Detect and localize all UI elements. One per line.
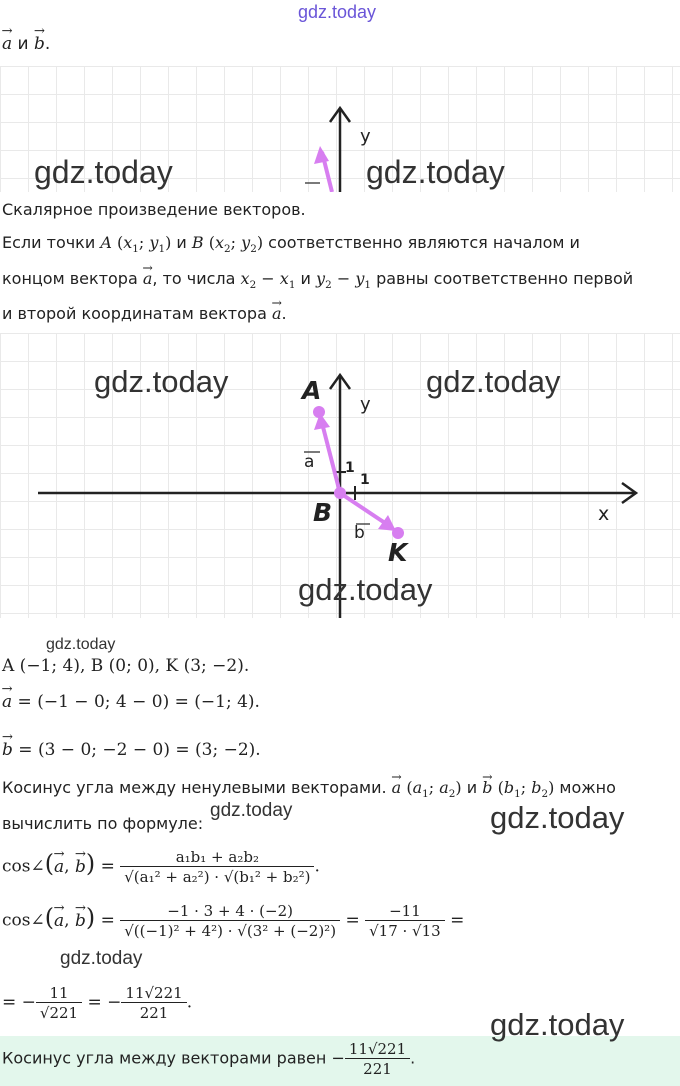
label-vector-b: b (354, 523, 365, 543)
vector-b-arrow (340, 493, 388, 525)
watermark: gdz.today (490, 1007, 625, 1042)
watermark: gdz.today (46, 636, 116, 653)
watermark: gdz.today (490, 800, 625, 835)
watermark: gdz.today (426, 364, 561, 399)
intro-title: Скалярное произведение векторов. (2, 200, 306, 219)
watermark: gdz.today (298, 2, 377, 22)
vector-a-arrowhead (314, 146, 329, 164)
vector-b-calc: → b = (3 − 0; −2 − 0) = (3; −2). (2, 740, 261, 760)
watermark: gdz.today (34, 154, 173, 190)
formula-calculation: cos∠(→ a, → b) = $\frac{-1 \cdot 3 + 4 \cdot (-2)}{\text{√((−1)² + 4²) · √(3² + (−2)²)}}$ = $\frac{-11}{√17 \cdot √13}$ = (2, 902, 464, 940)
label-point-B: B (313, 498, 333, 527)
vector-a-arrow (322, 423, 340, 493)
watermark: gdz.today (298, 572, 433, 607)
header-conjunction: и (17, 34, 29, 54)
point-A-dot (313, 406, 325, 418)
points-line: A (−1; 4), B (0; 0), K (3; −2). (2, 656, 250, 676)
point-B-dot (334, 487, 346, 499)
tick-label-x: 1 (360, 472, 370, 488)
header-vectors: → a и → b. (2, 34, 50, 54)
formula-intro: вычислить по формуле: (2, 814, 204, 833)
watermark: gdz.today (60, 948, 143, 969)
formula-general: cos∠(→ a, → b) = $\frac{\text{a₁b₁ + a₂b₂}}{\text{√(a₁² + a₂²) · √(b₁² + b₂²)}}$ . (2, 848, 320, 886)
figure-1-y-label: y (360, 126, 371, 147)
label-y-axis: y (360, 394, 371, 415)
watermark: gdz.today (366, 154, 505, 190)
answer-text: Косинус угла между векторами равен − $\frac{11√221}{221}$ . (2, 1040, 416, 1078)
intro-paragraph-2: концом вектора → a, то числа $x_2 - x_1$ и $y_2 - y_1$ равны соответственно первой (2, 269, 633, 291)
vector-a: → a (2, 34, 12, 54)
label-x-axis: x (598, 503, 610, 525)
cos-intro: Косинус угла между ненулевыми векторами. → a ($a_1$; $a_2$) и → b ($b_1$; $b_2$) можно (2, 778, 616, 800)
label-point-A: A (302, 376, 322, 405)
vector-b-arrowhead (378, 515, 396, 531)
label-vector-a: a (304, 452, 315, 472)
vector-b: → b (34, 34, 45, 54)
formula-final: = − $\frac{11}{√221}$ = − $\frac{11√221}{221}$ . (2, 984, 193, 1022)
watermark: gdz.today (94, 364, 229, 399)
intro-paragraph-1: Если точки A ($x_1$; $y_1$) и B ($x_2$; $y_2$) соответственно являются началом и (2, 233, 580, 256)
label-point-K: K (388, 538, 408, 567)
vector-a-calc: → a = (−1 − 0; 4 − 0) = (−1; 4). (2, 692, 260, 712)
tick-label-y: 1 (345, 460, 355, 476)
intro-paragraph-3: и второй координатам вектора → a. (2, 304, 287, 323)
watermark: gdz.today (210, 800, 293, 821)
